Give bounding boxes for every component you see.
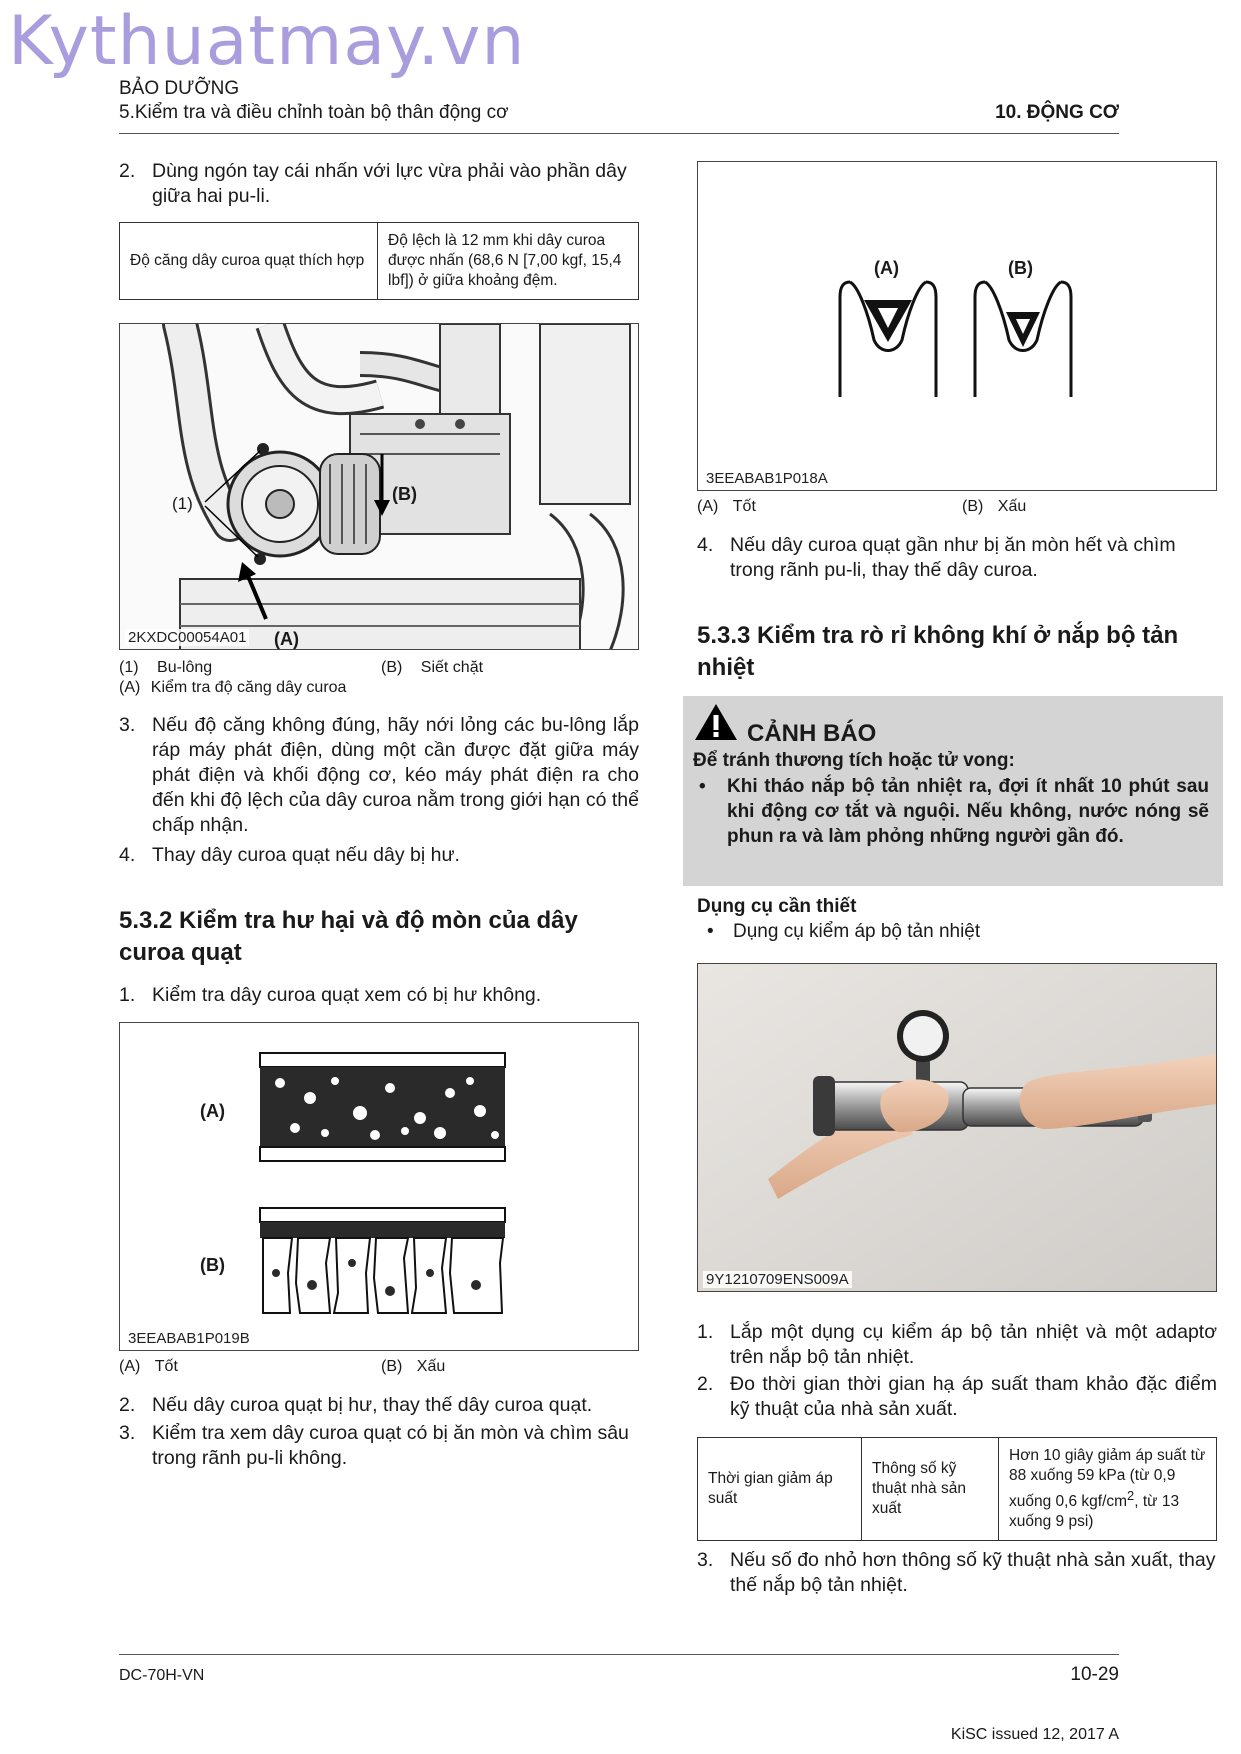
- header-section: BẢO DƯỠNG: [119, 78, 240, 99]
- header-subsection: 5.Kiểm tra và điều chỉnh toàn bộ thân động cơ: [119, 102, 509, 123]
- spec-value: Độ lệch là 12 mm khi dây curoa được nhấn (68,6 N [7,00 kgf, 15,4 lbf]) ở giữa khoảng đệm.: [378, 223, 639, 300]
- fig1-caption-a: [119, 678, 346, 698]
- warning-triangle-icon: [693, 702, 739, 742]
- spec-col-3-sup: 2: [1127, 1488, 1135, 1503]
- engine-illustration: [120, 324, 639, 650]
- step-number: 4.: [119, 844, 136, 866]
- footer-doc-code: DC-70H-VN: [119, 1667, 205, 1684]
- step-text: Dùng ngón tay cái nhấn với lực vừa phải vào phần dây giữa hai pu-li.: [152, 160, 627, 207]
- step-text: Thay dây curoa quạt nếu dây bị hư.: [152, 844, 460, 866]
- radiator-tester-photo: [697, 963, 1217, 1292]
- section-5-3-3-title: 5.3.3 Kiểm tra rò rỉ không khí ở nắp bộ tản nhiệt: [697, 622, 1179, 681]
- step-text: Nếu dây curoa quạt gần như bị ăn mòn hết và chìm trong rãnh pu-li, thay thế dây curoa.: [730, 534, 1176, 581]
- spec-label: Độ căng dây curoa quạt thích hợp: [120, 223, 378, 300]
- warning-subtitle: Để tránh thương tích hoặc tử vong:: [693, 750, 1015, 771]
- fig2-caption-b: [381, 1357, 445, 1377]
- figure-code: 3EEABAB1P018A: [703, 470, 831, 487]
- step-text: Nếu số đo nhỏ hơn thông số kỹ thuật nhà sản xuất, thay thế nắp bộ tản nhiệt.: [730, 1549, 1216, 1596]
- caption-text: Bu-lông: [157, 659, 213, 676]
- spec-col-3-pre: Hơn 10 giây giảm áp suất từ 88 xuống 59 kPa (từ 0,9 xuống 0,6 kgf/cm: [1009, 1447, 1206, 1511]
- caption-key: (B): [962, 498, 984, 515]
- belt-tension-spec-table: [119, 222, 639, 300]
- warning-text: Khi tháo nắp bộ tản nhiệt ra, đợi ít nhất 10 phút sau khi động cơ tắt và nguội. Nếu không, nước nóng sẽ phun ra và làm phỏng những người gần đó.: [727, 776, 1209, 847]
- spec-col-1: Thời gian giảm áp suất: [698, 1438, 862, 1541]
- fig3-caption-a: [697, 497, 756, 517]
- caption-text: Tốt: [732, 498, 756, 515]
- caption-text: Kiểm tra độ căng dây curoa: [150, 679, 347, 696]
- fig1-caption-1: [119, 658, 212, 678]
- s532-step-3: [119, 1421, 639, 1471]
- step-number: 3.: [119, 1422, 136, 1444]
- footer-rule: [119, 1654, 1119, 1655]
- groove-label-a: (A): [874, 258, 899, 278]
- belt-wear-figure: [119, 1022, 639, 1351]
- s532-step-2: [119, 1393, 639, 1418]
- step-text: Lắp một dụng cụ kiểm áp bộ tản nhiệt và một adaptơ trên nắp bộ tản nhiệt.: [730, 1321, 1217, 1368]
- callout-1: (1): [172, 494, 193, 513]
- caption-key: (A): [697, 498, 719, 515]
- fig3-caption-b: [962, 497, 1026, 517]
- pressure-spec-table: [697, 1437, 1217, 1541]
- figure-code: 2KXDC00054A01: [125, 629, 249, 646]
- caption-text: Xấu: [997, 498, 1027, 515]
- pulley-groove-figure: [697, 161, 1217, 491]
- belt-section-illustration: [120, 1023, 639, 1351]
- tester-photo-illustration: [698, 964, 1217, 1292]
- tools-bullet: •: [707, 921, 714, 942]
- step-number: 4.: [697, 534, 714, 556]
- step-4: [119, 843, 639, 868]
- step-text: Nếu dây curoa quạt bị hư, thay thế dây curoa quạt.: [152, 1394, 593, 1416]
- right-step-3: [697, 1548, 1217, 1598]
- tools-item: Dụng cụ kiểm áp bộ tản nhiệt: [733, 921, 981, 942]
- caption-key: (B): [381, 659, 403, 676]
- pulley-groove-illustration: [698, 162, 1217, 491]
- step-text: Đo thời gian thời gian hạ áp suất tham khảo đặc điểm kỹ thuật của nhà sản xuất.: [730, 1373, 1217, 1420]
- belt-label-b: (B): [200, 1255, 225, 1275]
- footer-issued: KiSC issued 12, 2017 A: [950, 1726, 1119, 1743]
- spec-col-2: Thông số kỹ thuật nhà sản xuất: [862, 1438, 999, 1541]
- step-text: Nếu độ căng không đúng, hãy nới lỏng các bu-lông lắp ráp máy phát điện, dùng một cần được đặt giữa máy phát điện và khối động cơ, kéo máy phát điện ra cho đến khi độ lệch của dây curoa nằm trong giới hạn có thể chấp nhận.: [152, 714, 639, 836]
- step-number: 2.: [119, 160, 136, 182]
- caption-key: (A): [119, 679, 141, 696]
- step-number: 1.: [697, 1321, 714, 1343]
- step-3: [119, 713, 639, 838]
- caption-text: Tốt: [154, 1358, 178, 1375]
- step-2: [119, 159, 639, 209]
- figure-code: 3EEABAB1P019B: [125, 1330, 253, 1347]
- step-number: 1.: [119, 984, 136, 1006]
- caption-text: Siết chặt: [420, 659, 484, 676]
- step-number: 2.: [697, 1373, 714, 1395]
- step-number: 3.: [697, 1549, 714, 1571]
- spec-col-3-post: , từ 13 xuống 9 psi): [1009, 1493, 1180, 1531]
- watermark: Kythuatmay.vn: [8, 2, 526, 81]
- fig1-caption-b: [381, 658, 483, 678]
- s532-step-1: [119, 983, 639, 1008]
- groove-label-b: (B): [1008, 258, 1033, 278]
- tools-heading: Dụng cụ cần thiết: [697, 896, 857, 917]
- warning-bullet: •: [699, 776, 706, 797]
- section-5-3-2-title: 5.3.2 Kiểm tra hư hại và độ mòn của dây curoa quạt: [119, 907, 578, 966]
- caption-text: Xấu: [416, 1358, 446, 1375]
- figure-code: 9Y1210709ENS009A: [703, 1271, 852, 1288]
- step-text: Kiểm tra dây curoa quạt xem có bị hư không.: [152, 984, 542, 1006]
- spec-col-3: [999, 1438, 1217, 1541]
- warning-title: CẢNH BÁO: [747, 720, 877, 747]
- right-step-2: [697, 1372, 1217, 1422]
- callout-a: (A): [274, 629, 299, 649]
- right-step-4: [697, 533, 1217, 583]
- step-number: 3.: [119, 714, 136, 736]
- caption-key: (A): [119, 1358, 141, 1375]
- caption-key: (1): [119, 659, 139, 676]
- header-rule: [119, 133, 1119, 134]
- fig2-caption-a: [119, 1357, 178, 1377]
- footer-page-number: 10-29: [1070, 1664, 1119, 1685]
- step-text: Kiểm tra xem dây curoa quạt có bị ăn mòn và chìm sâu trong rãnh pu-li không.: [152, 1422, 629, 1469]
- step-number: 2.: [119, 1394, 136, 1416]
- warning-box: [683, 696, 1223, 886]
- caption-key: (B): [381, 1358, 403, 1375]
- callout-b: (B): [392, 484, 417, 504]
- engine-belt-figure: [119, 323, 639, 650]
- header-chapter: 10. ĐỘNG CƠ: [995, 102, 1119, 123]
- belt-label-a: (A): [200, 1101, 225, 1121]
- right-step-1: [697, 1320, 1217, 1370]
